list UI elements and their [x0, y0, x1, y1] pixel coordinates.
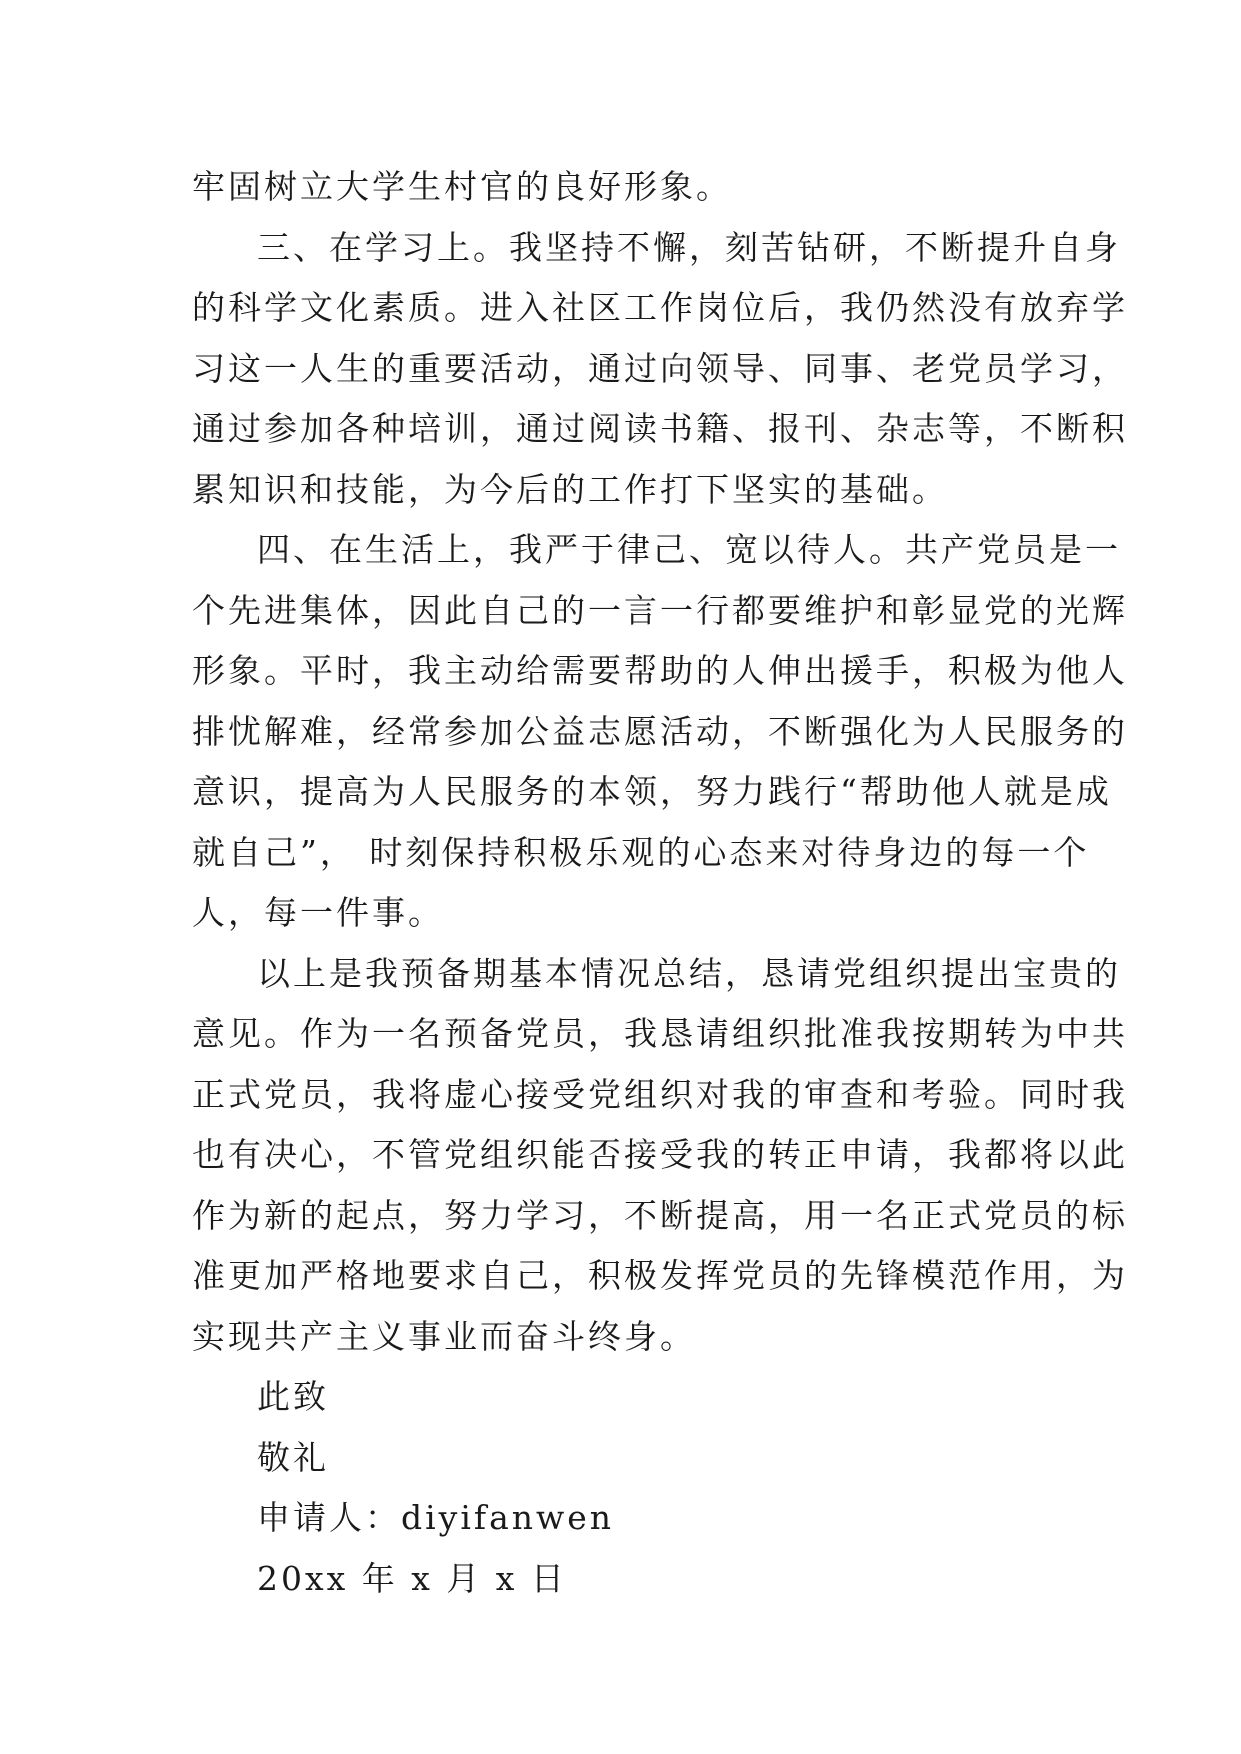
text-line: 排忧解难，经常参加公益志愿活动，不断强化为人民服务的: [192, 711, 1128, 751]
text-line: 的科学文化素质。进入社区工作岗位后，我仍然没有放弃学: [192, 288, 1128, 327]
paragraph-heading-study: 三、在学习上。我坚持不懈，刻苦钻研，不断提升自身: [257, 227, 1121, 267]
text-line: 实现共产主义事业而奋斗终身。: [192, 1316, 696, 1356]
text-line: 就自己”， 时刻保持积极乐观的心态来对待身边的每一个: [192, 832, 1090, 872]
text-line: 通过参加各种培训，通过阅读书籍、报刊、杂志等，不断积: [192, 409, 1128, 448]
document-date: 20xx 年 x 月 x 日: [257, 1558, 567, 1598]
paragraph-summary: 以上是我预备期基本情况总结，恳请党组织提出宝贵的: [257, 953, 1121, 993]
closing-regards: 敬礼: [257, 1437, 329, 1477]
applicant-signature: 申请人：diyifanwen: [257, 1498, 615, 1537]
text-line: 人，每一件事。: [192, 893, 444, 932]
paragraph-heading-life: 四、在生活上，我严于律己、宽以待人。共产党员是一: [257, 530, 1121, 569]
text-line: 也有决心，不管党组织能否接受我的转正申请，我都将以此: [192, 1135, 1128, 1174]
text-line: 形象。平时，我主动给需要帮助的人伸出援手，积极为他人: [192, 651, 1128, 690]
closing-salutation: 此致: [257, 1377, 329, 1416]
text-line: 个先进集体，因此自己的一言一行都要维护和彰显党的光辉: [192, 590, 1128, 630]
text-line: 累知识和技能，为今后的工作打下坚实的基础。: [192, 469, 948, 509]
text-line: 意见。作为一名预备党员，我恳请组织批准我按期转为中共: [192, 1014, 1128, 1053]
text-line: 准更加严格地要求自己，积极发挥党员的先锋模范作用，为: [192, 1256, 1128, 1295]
text-line: 习这一人生的重要活动，通过向领导、同事、老党员学习，: [192, 348, 1128, 388]
text-line: 意识，提高为人民服务的本领，努力践行“帮助他人就是成: [192, 772, 1112, 811]
document-body: [192, 157, 1128, 1609]
text-line: 牢固树立大学生村官的良好形象。: [192, 167, 732, 206]
text-line: 作为新的起点，努力学习，不断提高，用一名正式党员的标: [192, 1195, 1128, 1235]
text-line: 正式党员，我将虚心接受党组织对我的审查和考验。同时我: [192, 1074, 1128, 1114]
